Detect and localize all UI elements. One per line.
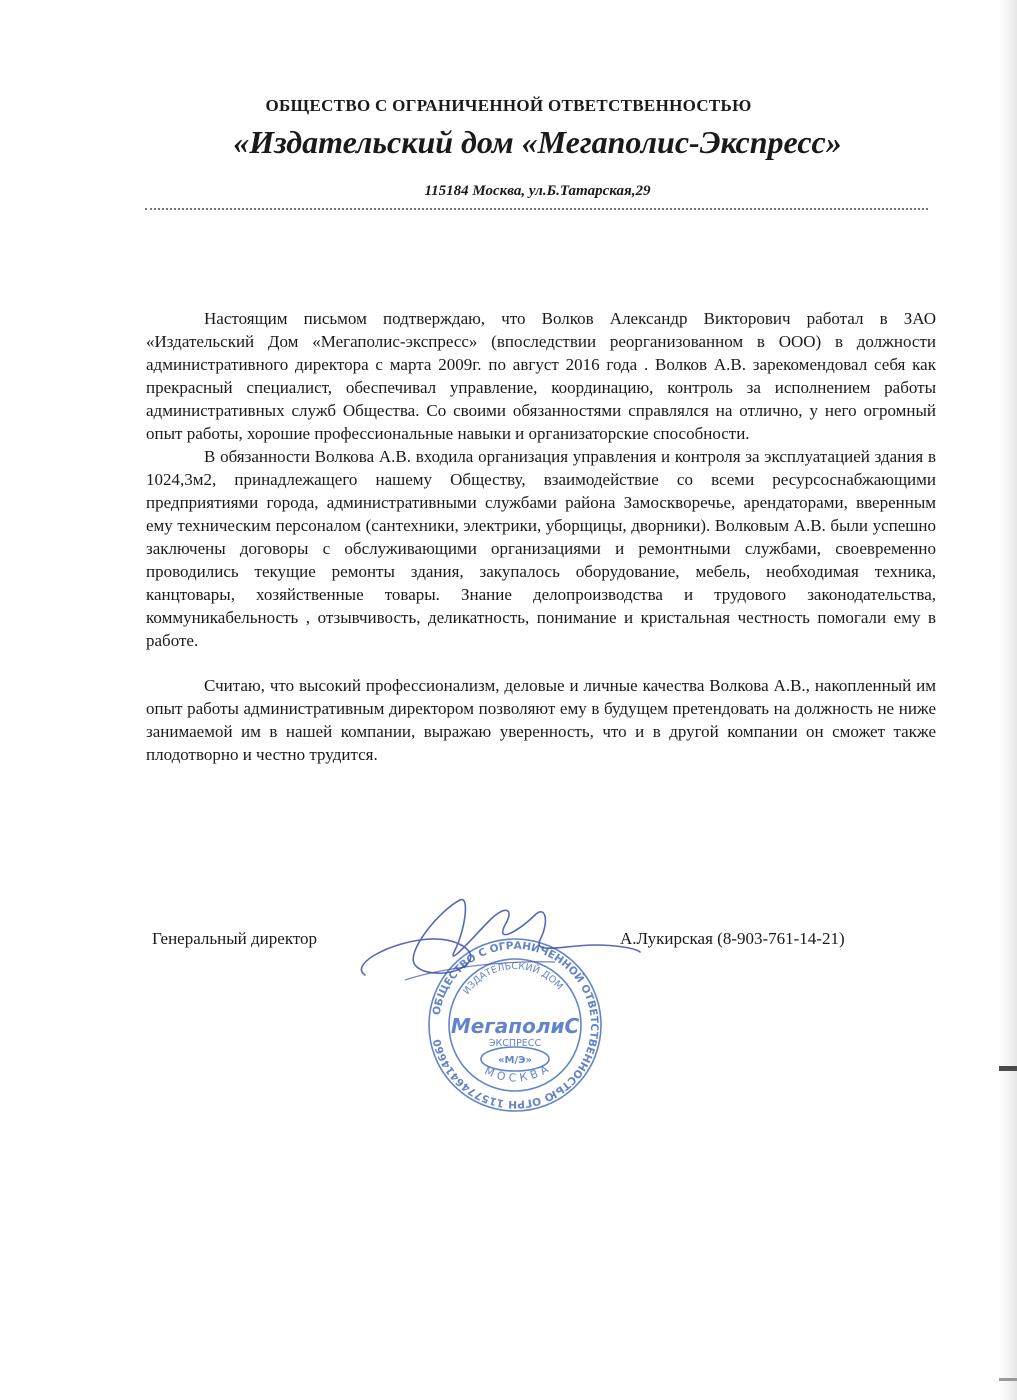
letterhead-address: 115184 Москва, ул.Б.Татарская,29 (424, 183, 651, 199)
letterhead-org-name: «Издательский дом «Мегаполис-Экспресс» (233, 124, 842, 160)
paragraph: Считаю, что высокий профессионализм, деловые и личные качества Волкова А.В., накопленный им опыт работы административным директором позволяют ему в будущем претендовать на должность не ниже занимаемой им в нашей компании, выражаю уверенность, что и в другой компании он сможет также плодотворно и честно трудится. (146, 676, 936, 764)
scan-edge (999, 0, 1017, 1400)
letterhead-divider (145, 208, 928, 210)
letter-body (146, 307, 936, 766)
svg-text:ОБЩЕСТВО С ОГРАНИЧЕННОЙ ОТВЕТС: ОБЩЕСТВО С ОГРАНИЧЕННОЙ ОТВЕТСТВЕННОСТЬЮ ОГРН 1157746414660 (430, 939, 601, 1111)
letterhead-org-type: ОБЩЕСТВО С ОГРАНИЧЕННОЙ ОТВЕТСТВЕННОСТЬЮ (265, 96, 752, 115)
svg-text:ИЗДАТЕЛЬСКИЙ ДОМ: ИЗДАТЕЛЬСКИЙ ДОМ (461, 960, 565, 997)
svg-text:ЭКСПРЕСС: ЭКСПРЕСС (488, 1038, 542, 1049)
scan-mark (999, 1066, 1017, 1071)
handwritten-signature (345, 890, 645, 1000)
signatory-title: Генеральный директор (152, 929, 318, 948)
signatory-name: А.Лукирская (8-903-761-14-21) (620, 929, 845, 948)
paragraph: Настоящим письмом подтверждаю, что Волков Александр Викторович работал в ЗАО «Издательский Дом «Мегаполис-экспресс» (впоследствии реорганизованном в ООО) в должности административного директора с марта 2009г. по август 2016 года . Волков А.В. зарекомендовал себя как прекрасный специалист, обеспечивал управление, координацию, контроль за исполнением работы административных служб Общества. Со своими обязанностями справлялся на отлично, у него огромный опыт работы, хорошие профессиональные навыки и организаторские способности. (146, 309, 936, 443)
scan-mark (999, 1378, 1017, 1381)
svg-text:МегаполиС: МегаполиС (450, 1014, 580, 1038)
paragraph: В обязанности Волкова А.В. входила организация управления и контроля за эксплуатацией здания в 1024,3м2, принадлежащего нашему Обществу, взаимодействие со всеми ресурсоснабжающими предприятиями города, административными службами района Замоскворечье, арендаторами, вверенным ему техническим персоналом (сантехники, электрики, уборщицы, дворники). Волковым А.В. были успешно заключены договоры с обслуживающими организациями и ремонтными службами, своевременно проводились текущие ремонты здания, закупалось оборудование, мебель, необходимая техника, канцтовары, хозяйственные товары. Знание делопроизводства и трудового законодательства, коммуникабельность , отзывчивость, деликатность, понимание и кристальная честность помогали ему в работе. (146, 447, 936, 650)
svg-text:«М/Э»: «М/Э» (498, 1055, 532, 1066)
svg-text:МОСКВА: МОСКВА (482, 1060, 555, 1085)
